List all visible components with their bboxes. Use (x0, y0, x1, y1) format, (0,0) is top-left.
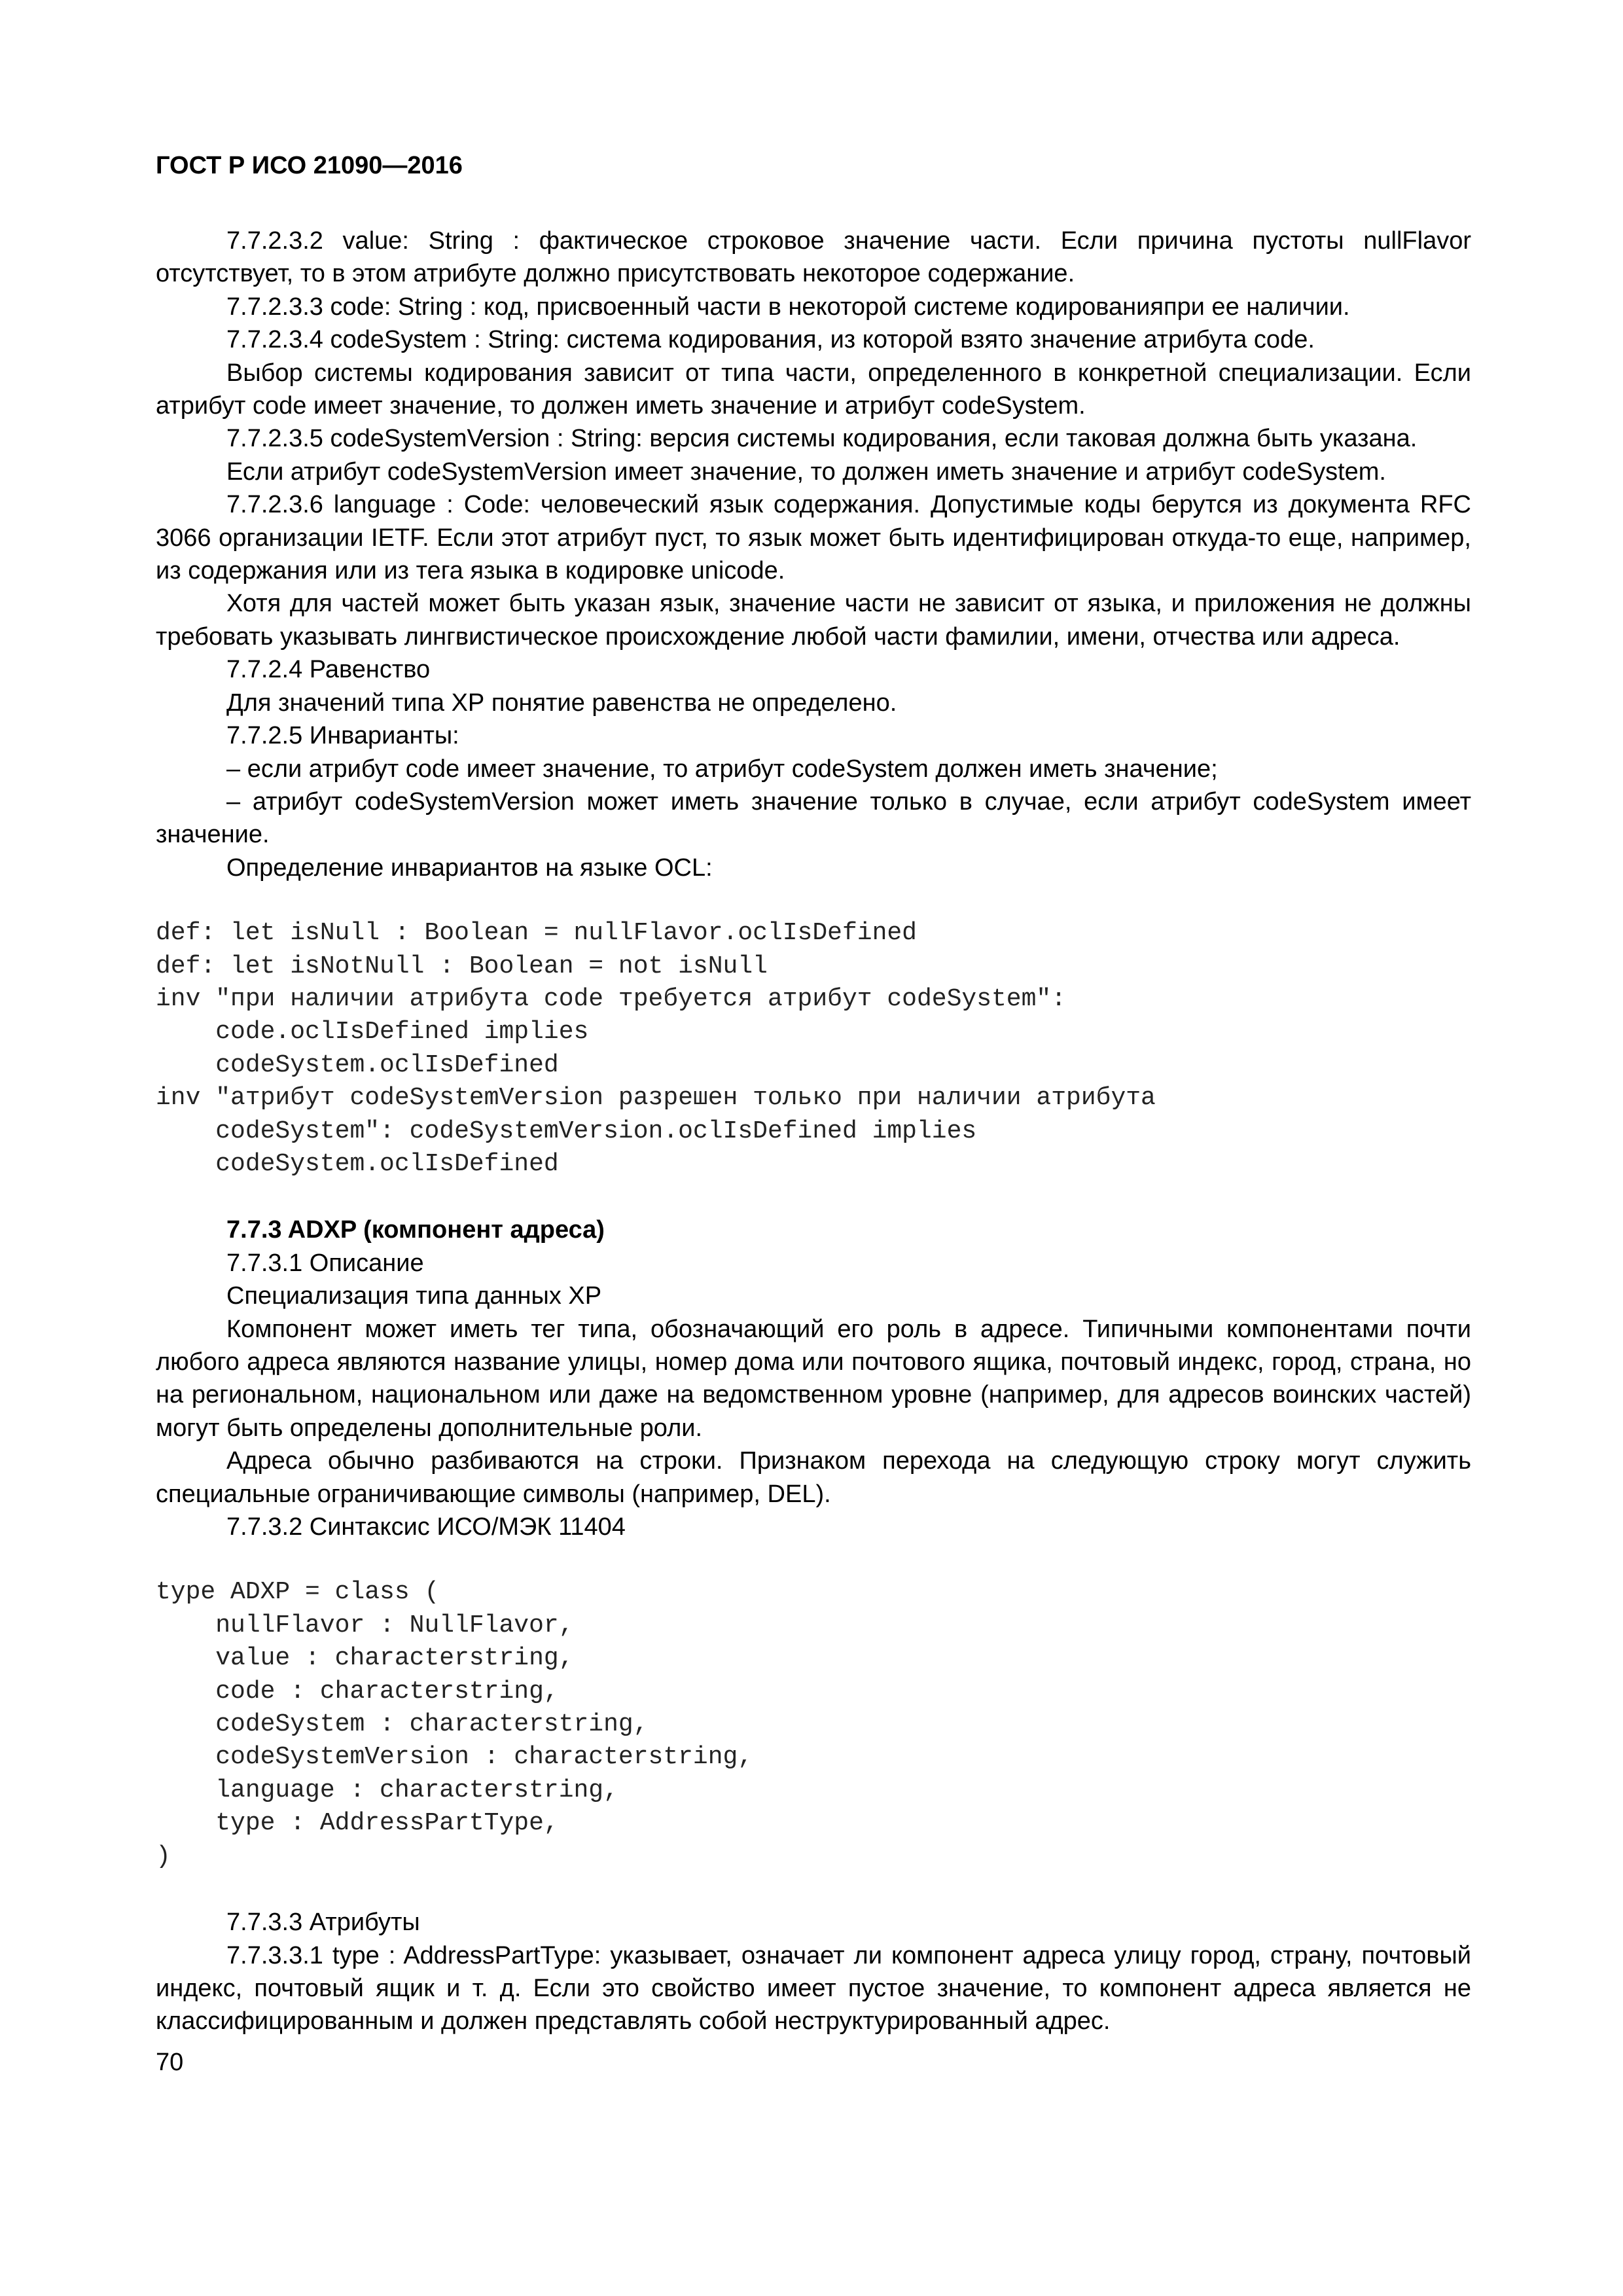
paragraph: 7.7.2.3.3 code: String : код, присвоенный части в некоторой системе кодированияпри ее наличии. (226, 293, 1350, 321)
adxp-code-block: type ADXP = class ( nullFlavor : NullFlavor, value : characterstring, code : characterstring, codeSystem : characterstring, codeSystemVersion : characterstring, language : characterstring, type : AddressPartType, ) (156, 1578, 753, 1871)
ocl-code-block: def: let isNull : Boolean = nullFlavor.oclIsDefined def: let isNotNull : Boolean = not isNull inv "при наличии атрибута code требуется атрибут codeSystem": code.oclIsDefined implies codeSystem.oclIsDefined inv "атрибут codeSystemVersion разрешен только при наличии атрибута codeSystem": codeSystemVersion.oclIsDefined implies codeSystem.oclIsDefined (156, 919, 1156, 1178)
subsection-heading: 7.7.2.5 Инварианты: (226, 722, 459, 750)
document-header: ГОСТ Р ИСО 21090—2016 (156, 152, 463, 179)
paragraph: Хотя для частей может быть указан язык, значение части не зависит от языка, и приложения не должны требовать указывать лингвистическое происхождение любой части фамилии, имени, отчества или адреса. (156, 590, 1471, 651)
paragraph: 7.7.2.3.2 value: String : фактическое строковое значение части. Если причина пустоты nullFlavor отсутствует, то в этом атрибуте должно присутствовать некоторое содержание. (156, 227, 1471, 288)
paragraph: 7.7.2.3.5 codeSystemVersion : String: версия системы кодирования, если таковая должна быть указана. (226, 425, 1418, 453)
section-heading: 7.7.3 ADXP (компонент адреса) (226, 1216, 605, 1244)
document-body (156, 224, 1471, 2038)
list-item: – атрибут codeSystemVersion может иметь значение только в случае, если атрибут codeSystem имеет значение. (156, 787, 1471, 849)
subsection-heading: 7.7.3.2 Синтаксис ИСО/МЭК 11404 (226, 1513, 626, 1541)
paragraph: 7.7.2.3.4 codeSystem : String: система кодирования, из которой взято значение атрибута code. (226, 326, 1315, 354)
paragraph: Для значений типа ХР понятие равенства не определено. (226, 689, 897, 717)
subsection-heading: 7.7.3.3 Атрибуты (226, 1909, 420, 1937)
paragraph: Выбор системы кодирования зависит от типа части, определенного в конкретной специализации. Если атрибут code имеет значение, то должен иметь значение и атрибут codeSystem. (156, 359, 1471, 420)
page-number: 70 (156, 2049, 184, 2076)
paragraph: Если атрибут codeSystemVersion имеет значение, то должен иметь значение и атрибут codeSystem. (226, 457, 1386, 486)
paragraph: Специализация типа данных ХР (226, 1282, 602, 1310)
paragraph: 7.7.2.3.6 language : Code: человеческий язык содержания. Допустимые коды берутся из документа RFC 3066 организации IETF. Если этот атрибут пуст, то язык может быть идентифицирован откуда-то еще, например, из содержания или из тега языка в кодировке unicode. (156, 491, 1471, 585)
paragraph: Определение инвариантов на языке OCL: (226, 853, 713, 882)
subsection-heading: 7.7.3.1 Описание (226, 1249, 424, 1277)
paragraph: Компонент может иметь тег типа, обозначающий его роль в адресе. Типичными компонентами почти любого адреса являются название улицы, номер дома или почтового ящика, почтовый индекс, город, страна, но на региональном, национальном или даже на ведомственном уровне (например, для адресов воинских частей) могут быть определены дополнительные роли. (156, 1315, 1471, 1442)
paragraph: 7.7.3.3.1 type : AddressPartType: указывает, означает ли компонент адреса улицу город, страну, почтовый индекс, почтовый ящик и т. д. Если это свойство имеет пустое значение, то компонент адреса является не классифицированным и должен представлять собой неструктурированный адрес. (156, 1941, 1471, 2036)
subsection-heading: 7.7.2.4 Равенство (226, 656, 431, 684)
paragraph: Адреса обычно разбиваются на строки. Признаком перехода на следующую строку могут служить специальные ограничивающие символы (например, DEL). (156, 1447, 1471, 1508)
list-item: – если атрибут code имеет значение, то атрибут codeSystem должен иметь значение; (226, 755, 1218, 783)
